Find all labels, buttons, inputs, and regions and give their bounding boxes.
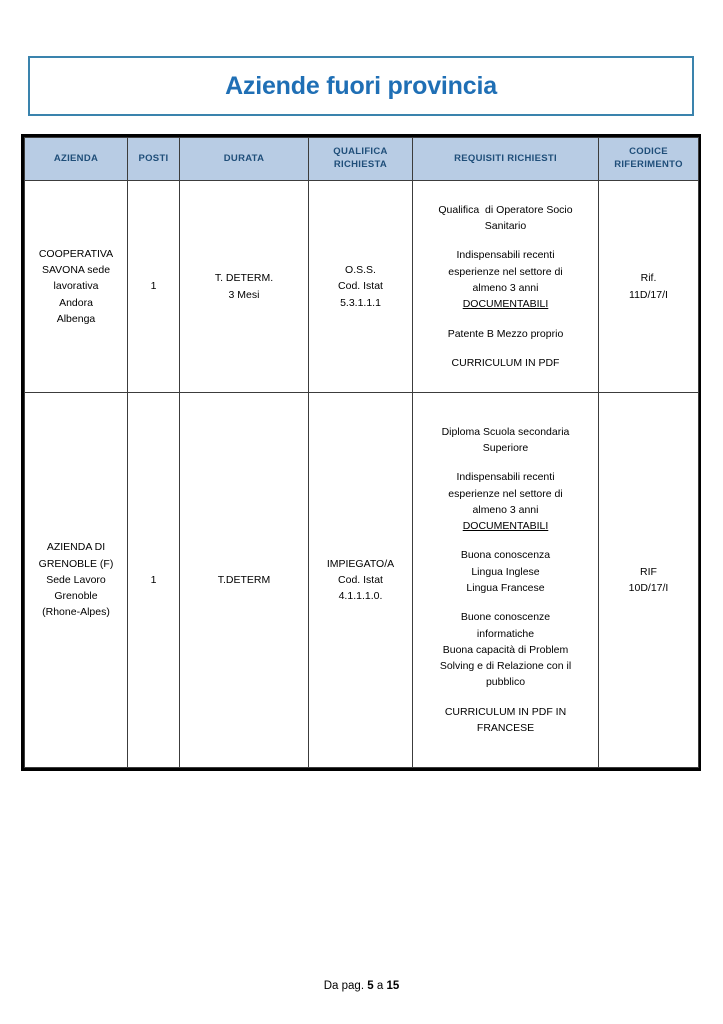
column-header-codice-riferimento: CODICE RIFERIMENTO [599, 138, 699, 181]
cell-durata: T. DETERM. 3 Mesi [180, 181, 309, 393]
cell-durata: T.DETERM [180, 393, 309, 768]
column-header-posti: POSTI [128, 138, 180, 181]
footer-middle: a [373, 980, 387, 992]
cell-qualifica: O.S.S. Cod. Istat 5.3.1.1.1 [309, 181, 413, 393]
cell-qualifica: IMPIEGATO/A Cod. Istat 4.1.1.1.0. [309, 393, 413, 768]
column-header-qualifica-richiesta: QUALIFICA RICHIESTA [309, 138, 413, 181]
table-body [25, 181, 699, 768]
footer-prefix: Da pag. [323, 980, 368, 992]
cell-posti: 1 [128, 393, 180, 768]
cell-requisiti: Qualifica di Operatore Socio Sanitario Indispensabili recenti esperienze nel settore di almeno 3 anni DOCUMENTABILI Patente B Mezzo proprio CURRICULUM IN PDF [413, 181, 599, 393]
cell-codice: Rif. 11D/17/I [599, 181, 699, 393]
table-row [25, 393, 699, 768]
column-header-requisiti-richiesti: REQUISITI RICHIESTI [413, 138, 599, 181]
cell-azienda: COOPERATIVA SAVONA sede lavorativa Andora Albenga [25, 181, 128, 393]
column-header-durata: DURATA [180, 138, 309, 181]
page-footer [0, 980, 723, 992]
job-listings-table-container [21, 134, 701, 771]
table-header [25, 138, 699, 181]
page-title: Aziende fuori provincia [225, 71, 497, 100]
footer-to-page: 15 [386, 980, 400, 992]
cell-codice: RIF 10D/17/I [599, 393, 699, 768]
document-title-box [28, 56, 694, 116]
cell-requisiti: Diploma Scuola secondaria Superiore Indispensabili recenti esperienze nel settore di almeno 3 anni DOCUMENTABILI Buona conoscenza Lingua Inglese Lingua Francese Buone conoscenze informatiche Buona capacità di Problem Solving e di Relazione con il pubblico CURRICULUM IN PDF IN FRANCESE [413, 393, 599, 768]
table-row [25, 181, 699, 393]
cell-azienda: AZIENDA DI GRENOBLE (F) Sede Lavoro Grenoble (Rhone-Alpes) [25, 393, 128, 768]
job-listings-table [24, 137, 699, 768]
table-header-row [25, 138, 699, 181]
cell-posti: 1 [128, 181, 180, 393]
column-header-azienda: AZIENDA [25, 138, 128, 181]
footer-from-page: 5 [367, 980, 374, 992]
